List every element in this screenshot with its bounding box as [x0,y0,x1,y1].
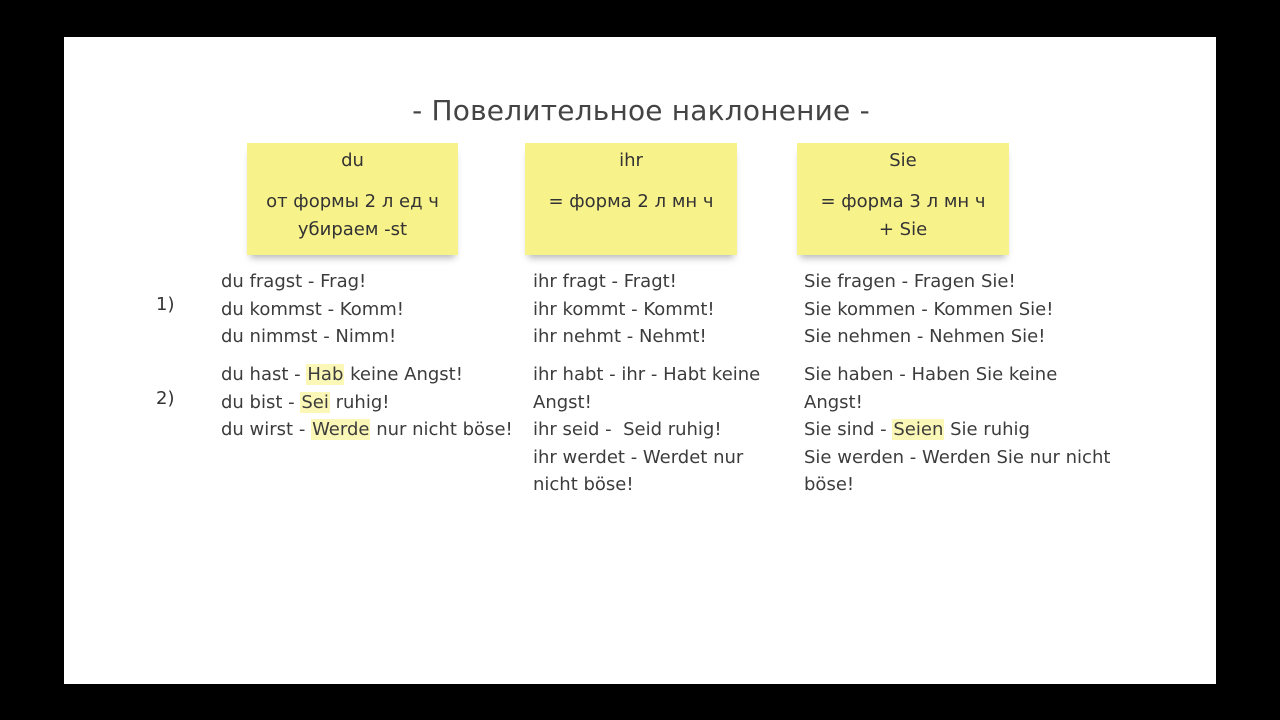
example-line: Sie kommen - Kommen Sie! [804,298,1054,320]
example-line: ihr seid - Seid ruhig! [533,419,722,440]
example-line: Sie nehmen - Nehmen Sie! [804,326,1046,347]
page-title: - Повелительное наклонение - [412,94,870,127]
example-line [221,416,513,444]
example-line: Sie fragen - Fragen Sie! [804,271,1016,292]
example-line: böse! [804,474,855,495]
example-line: ihr kommt - Kommt! [533,298,715,320]
sticky-note-ihr [525,143,737,255]
example-line: ihr fragt - Fragt! [533,271,677,292]
highlighted-word: Seien [893,419,944,440]
line-text: du hast - [221,364,307,385]
note-body [525,188,737,216]
note-heading: Sie [889,150,917,171]
highlighted-word: Sei [301,391,329,413]
example-line: Angst! [804,391,863,413]
line-text: Sie sind - [804,419,893,440]
line-text: Sie ruhig [944,419,1030,440]
example-line [221,389,513,417]
note-line: убираем -st [297,219,408,240]
example-line: ihr habt - ihr - Habt keine [533,364,761,385]
example-line: Angst! [533,391,592,413]
example-line: du nimmst - Nimm! [221,326,397,347]
note-line: = форма 2 л мн ч [548,191,714,212]
group-marker-1: 1) [156,294,175,315]
sie-group-1 [804,268,1053,351]
example-line: nicht böse! [533,474,634,495]
note-heading: du [341,150,364,171]
line-text: du wirst - [221,419,312,440]
note-body [247,188,458,244]
du-group-1 [221,268,404,351]
example-line: Sie werden - Werden Sie nur nicht [804,446,1111,468]
note-body [797,188,1009,244]
note-line: + Sie [878,219,928,240]
highlighted-word: Werde [312,419,370,440]
note-line: от формы 2 л ед ч [266,191,439,212]
example-line: du fragst - Frag! [221,271,367,292]
ihr-group-1 [533,268,715,351]
example-line: du kommst - Komm! [221,298,404,320]
line-text: du bist - [221,391,301,413]
sie-group-2 [804,361,1110,499]
note-line: = форма 3 л мн ч [820,191,986,212]
sticky-note-sie [797,143,1009,255]
example-line [804,416,1110,444]
group-marker-2: 2) [156,388,175,409]
du-group-2 [221,361,513,444]
example-line: Sie haben - Haben Sie keine [804,364,1058,385]
sticky-note-du [247,143,458,255]
line-text: keine Angst! [344,364,463,385]
line-text: nur nicht böse! [370,419,513,440]
highlighted-word: Hab [307,364,344,385]
example-line: ihr werdet - Werdet nur [533,446,744,468]
line-text: ruhig! [329,391,390,413]
note-heading: ihr [619,150,643,171]
example-line [221,361,513,389]
example-line: ihr nehmt - Nehmt! [533,326,707,347]
ihr-group-2 [533,361,760,499]
